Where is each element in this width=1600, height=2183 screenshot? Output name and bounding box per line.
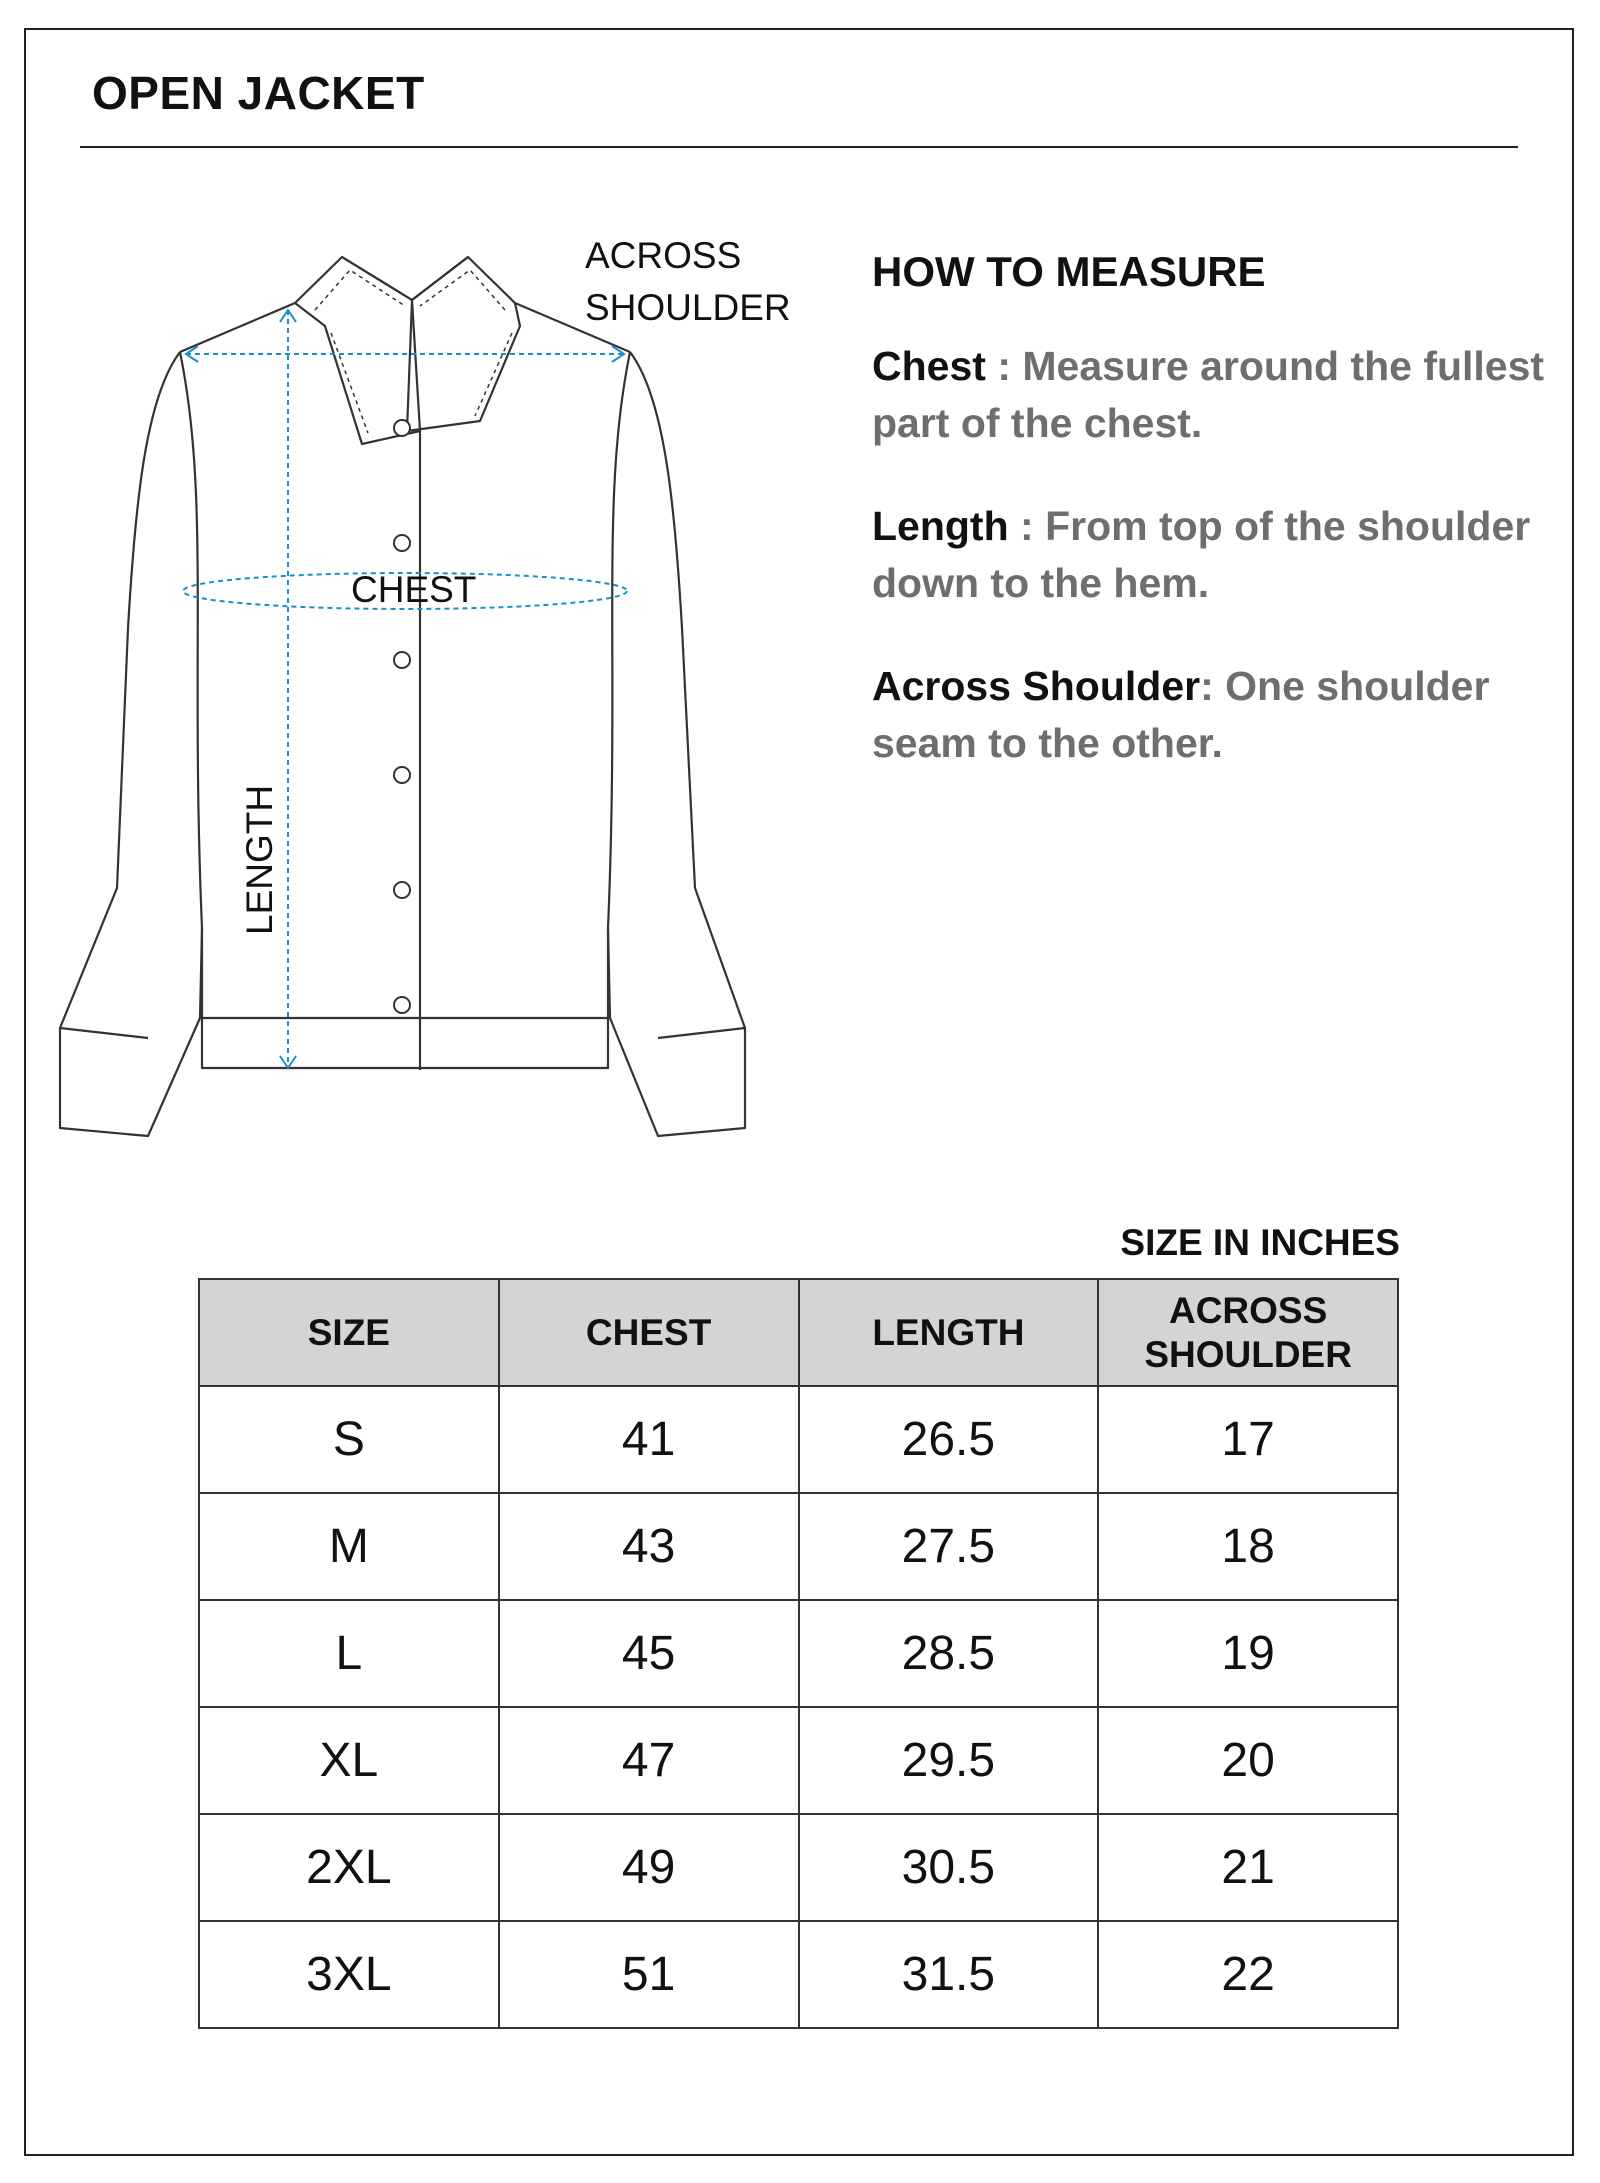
cell-across-shoulder: 18 <box>1098 1493 1398 1600</box>
header-size: SIZE <box>199 1279 499 1386</box>
measure-description: From top of the shoulder down to the hem. <box>872 503 1531 606</box>
measure-length <box>872 498 1552 612</box>
cell-size: 2XL <box>199 1814 499 1921</box>
table-row <box>199 1707 1398 1814</box>
length-label: LENGTH <box>239 784 280 935</box>
measure-chest <box>872 338 1552 452</box>
header-across-shoulder <box>1098 1279 1398 1386</box>
cell-chest: 45 <box>499 1600 799 1707</box>
cell-length: 28.5 <box>799 1600 1099 1707</box>
body-left-side <box>180 352 202 1018</box>
measure-term: Chest <box>872 343 986 389</box>
cell-chest: 49 <box>499 1814 799 1921</box>
cell-across-shoulder: 19 <box>1098 1600 1398 1707</box>
measure-term: Across Shoulder <box>872 663 1201 709</box>
unit-note: SIZE IN INCHES <box>1120 1222 1400 1263</box>
page-title: OPEN JACKET <box>92 67 425 119</box>
cell-size: XL <box>199 1707 499 1814</box>
measure-separator: : <box>1200 663 1226 709</box>
cell-chest: 51 <box>499 1921 799 2028</box>
left-cuff-line <box>60 1028 148 1038</box>
how-to-measure-section <box>872 248 1552 818</box>
measure-description: One shoulder seam to the other. <box>872 663 1490 766</box>
cell-length: 30.5 <box>799 1814 1099 1921</box>
measure-term: Length <box>872 503 1009 549</box>
cell-across-shoulder: 22 <box>1098 1921 1398 2028</box>
cell-chest: 41 <box>499 1386 799 1493</box>
cell-length: 26.5 <box>799 1386 1099 1493</box>
chest-label: CHEST <box>351 569 477 610</box>
cell-chest: 47 <box>499 1707 799 1814</box>
cell-size: S <box>199 1386 499 1493</box>
measure-separator: : <box>1008 503 1046 549</box>
title-divider <box>80 146 1518 148</box>
header-across-line1: ACROSS <box>1168 1289 1328 1331</box>
button-icon <box>394 652 410 668</box>
header-length: LENGTH <box>799 1279 1099 1386</box>
cell-across-shoulder: 20 <box>1098 1707 1398 1814</box>
measure-description: Measure around the fullest part of the chest. <box>872 343 1545 446</box>
cell-length: 29.5 <box>799 1707 1099 1814</box>
collar-left <box>295 257 420 444</box>
across-shoulder-label <box>585 230 791 334</box>
size-chart-table <box>198 1278 1399 2029</box>
header-across-line2: SHOULDER <box>1144 1333 1352 1375</box>
across-shoulder-label-line2: SHOULDER <box>585 287 791 328</box>
hem-band <box>202 1018 608 1068</box>
button-icon <box>394 882 410 898</box>
measure-across-shoulder <box>872 658 1552 772</box>
cell-size: L <box>199 1600 499 1707</box>
table-row <box>199 1814 1398 1921</box>
how-to-measure-title: HOW TO MEASURE <box>872 248 1266 295</box>
table-row <box>199 1921 1398 2028</box>
cell-across-shoulder: 17 <box>1098 1386 1398 1493</box>
body-right-side <box>608 352 630 1018</box>
button-icon <box>394 535 410 551</box>
left-shoulder-seam <box>180 303 295 352</box>
right-sleeve-outline <box>608 352 745 1136</box>
collar-right <box>407 257 520 431</box>
cell-size: M <box>199 1493 499 1600</box>
button-icon <box>394 420 410 436</box>
measure-separator: : <box>985 343 1023 389</box>
left-sleeve-outline <box>60 352 202 1136</box>
jacket-diagram <box>50 248 770 1138</box>
cell-length: 27.5 <box>799 1493 1099 1600</box>
button-icon <box>394 997 410 1013</box>
table-header-row <box>199 1279 1398 1386</box>
right-cuff-line <box>658 1028 745 1038</box>
table-row <box>199 1600 1398 1707</box>
header-chest: CHEST <box>499 1279 799 1386</box>
collar-band <box>342 257 468 300</box>
across-shoulder-label-line1: ACROSS <box>585 235 742 276</box>
table-row <box>199 1386 1398 1493</box>
cell-size: 3XL <box>199 1921 499 2028</box>
cell-across-shoulder: 21 <box>1098 1814 1398 1921</box>
cell-length: 31.5 <box>799 1921 1099 2028</box>
button-icon <box>394 767 410 783</box>
cell-chest: 43 <box>499 1493 799 1600</box>
table-row <box>199 1493 1398 1600</box>
